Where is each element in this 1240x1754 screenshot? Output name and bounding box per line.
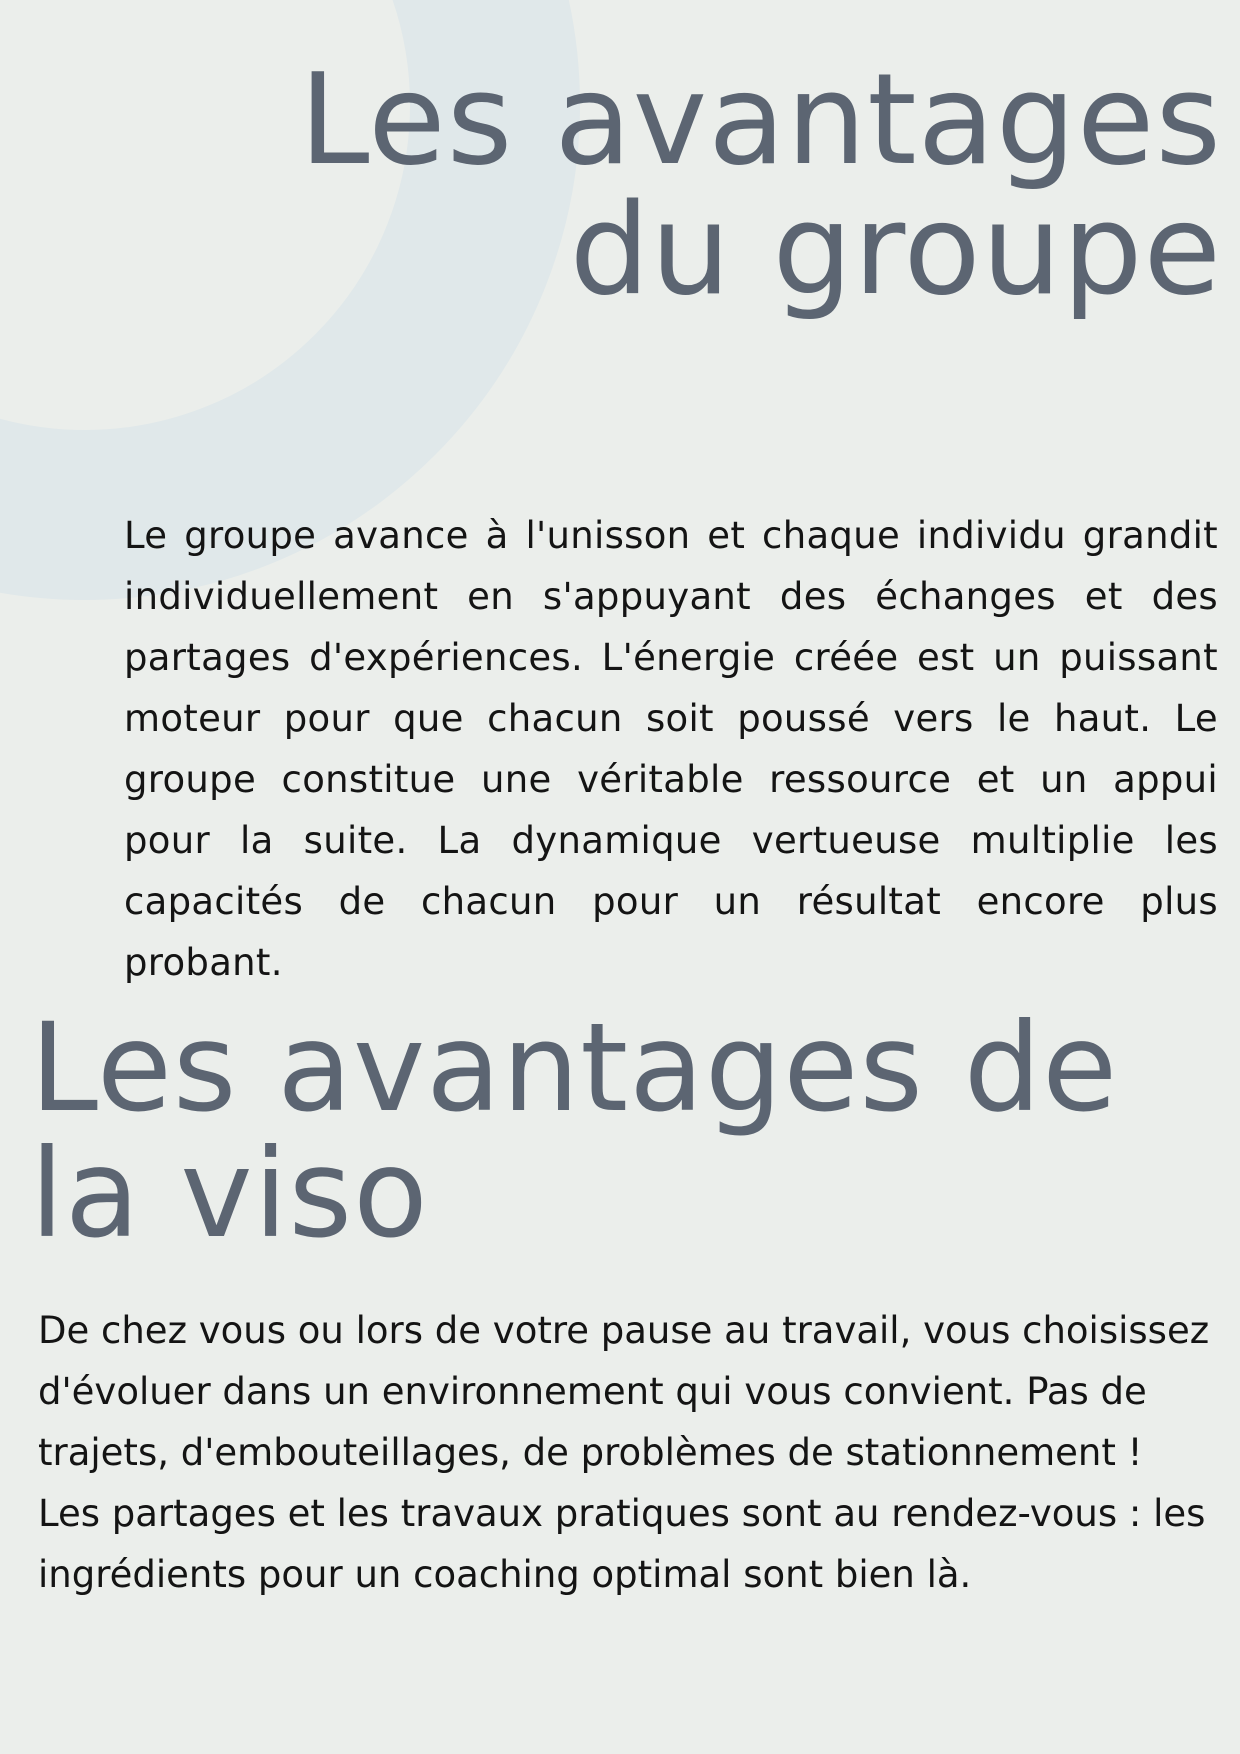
- section-2-title: Les avantages de la viso: [30, 997, 1119, 1265]
- section-1-body: Le groupe avance à l'unisson et chaque individu grandit individuellement en s'appuyant des échanges et des partages d'expériences. L'énergie créée est un puissant moteur pour que chacun soit poussé vers le haut. Le groupe constitue une véritable ressource et un appui pour la suite. La dynamique vertueuse multiplie les capacités de chacun pour un résultat encore plus probant.: [124, 514, 1218, 984]
- section-2-body: De chez vous ou lors de votre pause au travail, vous choisissez d'évoluer dans un environnement qui vous convient. Pas de trajets, d'embouteillages, de problèmes de stationnement ! Les partages et les travaux pratiques sont au rendez-vous : les ingrédients pour un coaching optimal sont bien là.: [38, 1309, 1210, 1596]
- section-1-title: Les avantages du groupe: [299, 46, 1222, 323]
